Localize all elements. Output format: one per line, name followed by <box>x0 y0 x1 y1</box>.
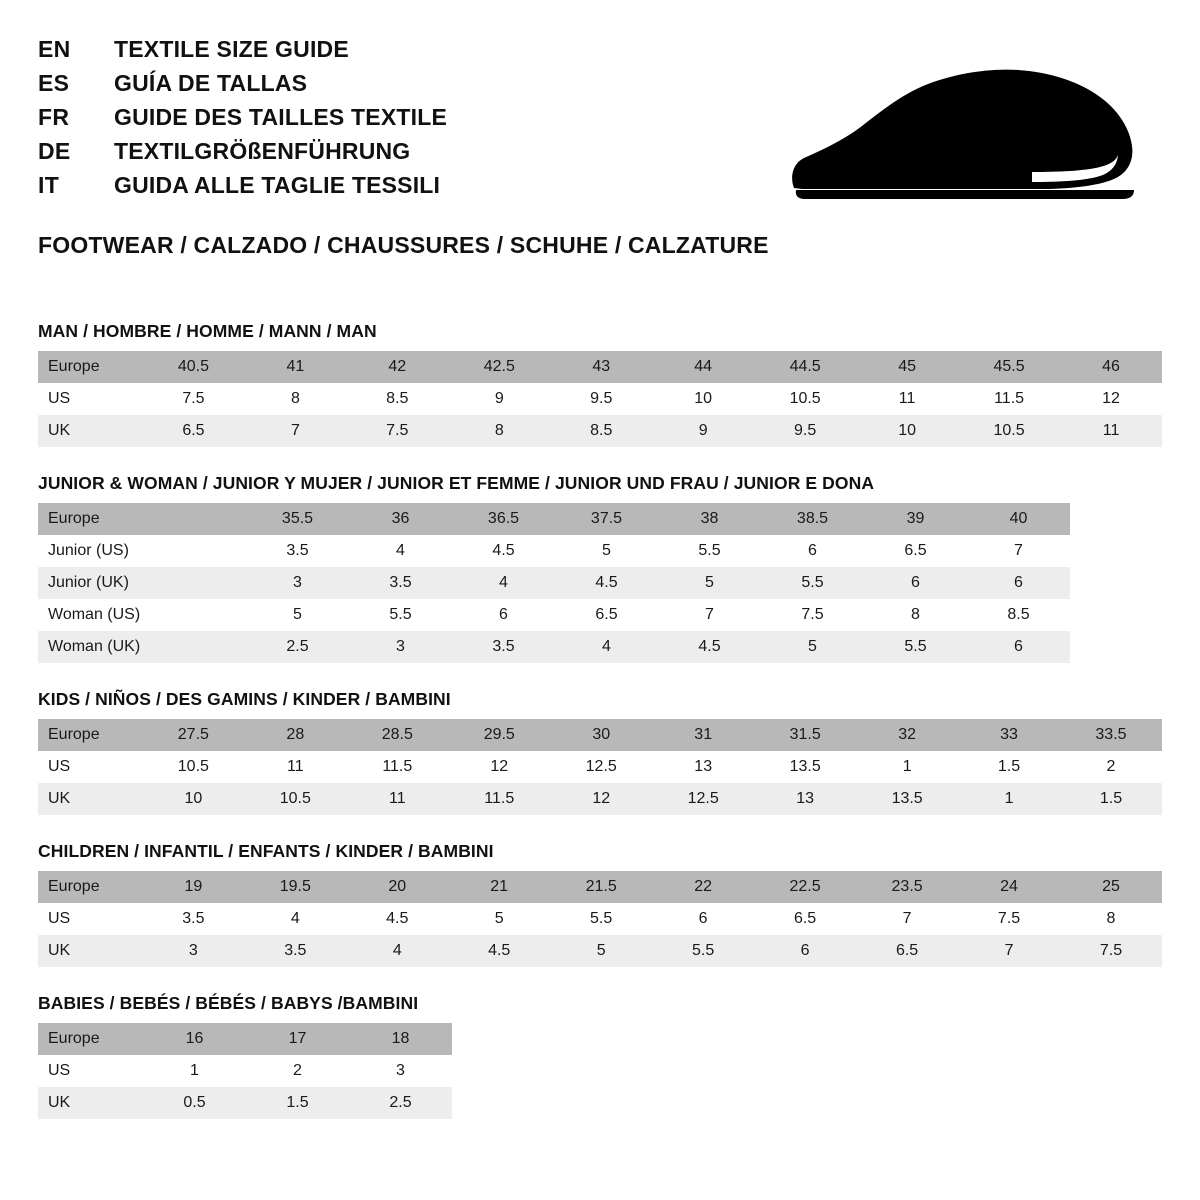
cell: 5.5 <box>761 567 864 599</box>
row-label: US <box>38 383 142 415</box>
language-row <box>38 36 447 70</box>
cell: 28.5 <box>346 719 448 751</box>
cell: 12 <box>550 783 652 815</box>
cell: 9.5 <box>550 383 652 415</box>
cell: 33.5 <box>1060 719 1162 751</box>
cell: 12 <box>1060 383 1162 415</box>
cell: 7 <box>244 415 346 447</box>
cell: 18 <box>349 1023 452 1055</box>
cell: 6 <box>967 567 1070 599</box>
cell: 30 <box>550 719 652 751</box>
cell: 13 <box>754 783 856 815</box>
table-row <box>38 631 1070 663</box>
cell: 4 <box>244 903 346 935</box>
cell: 29.5 <box>448 719 550 751</box>
table-row <box>38 383 1162 415</box>
language-title-list <box>38 36 447 206</box>
cell: 7.5 <box>346 415 448 447</box>
section-title: KIDS / NIÑOS / DES GAMINS / KINDER / BAMBINI <box>38 689 451 709</box>
cell: 46 <box>1060 351 1162 383</box>
cell: 45.5 <box>958 351 1060 383</box>
cell: 3.5 <box>142 903 244 935</box>
dress-shoe-icon <box>772 50 1152 210</box>
cell: 9 <box>652 415 754 447</box>
table-row <box>38 751 1162 783</box>
language-row <box>38 172 447 206</box>
cell: 1.5 <box>246 1087 349 1119</box>
cell: 4.5 <box>555 567 658 599</box>
cell: 13 <box>652 751 754 783</box>
cell: 8 <box>864 599 967 631</box>
cell: 8.5 <box>967 599 1070 631</box>
cell: 1 <box>143 1055 246 1087</box>
cell: 4.5 <box>346 903 448 935</box>
cell: 5 <box>658 567 761 599</box>
cell: 5.5 <box>652 935 754 967</box>
cell: 43 <box>550 351 652 383</box>
cell: 2.5 <box>349 1087 452 1119</box>
cell: 7 <box>856 903 958 935</box>
cell: 17 <box>246 1023 349 1055</box>
cell: 7 <box>958 935 1060 967</box>
cell: 7.5 <box>142 383 244 415</box>
cell: 33 <box>958 719 1060 751</box>
cell: 16 <box>143 1023 246 1055</box>
cell: 22 <box>652 871 754 903</box>
table-row <box>38 719 1162 751</box>
cell: 5.5 <box>349 599 452 631</box>
row-label: Europe <box>38 1023 143 1055</box>
cell: 7 <box>658 599 761 631</box>
cell: 42.5 <box>448 351 550 383</box>
cell: 10.5 <box>244 783 346 815</box>
cell: 6.5 <box>555 599 658 631</box>
section-title: CHILDREN / INFANTIL / ENFANTS / KINDER / BAMBINI <box>38 841 494 861</box>
language-row <box>38 138 447 172</box>
size-table-man <box>38 351 1162 447</box>
cell: 38 <box>658 503 761 535</box>
row-label: US <box>38 751 142 783</box>
cell: 19.5 <box>244 871 346 903</box>
cell: 8.5 <box>346 383 448 415</box>
table-row <box>38 1055 452 1087</box>
language-row <box>38 104 447 138</box>
cell: 6.5 <box>856 935 958 967</box>
table-row <box>38 783 1162 815</box>
size-table-children <box>38 871 1162 967</box>
cell: 21 <box>448 871 550 903</box>
row-label: Woman (US) <box>38 599 246 631</box>
size-tables <box>38 321 1162 1119</box>
section-kids <box>38 689 1162 815</box>
row-label: Junior (US) <box>38 535 246 567</box>
section-title: BABIES / BEBÉS / BÉBÉS / BABYS /BAMBINI <box>38 993 419 1013</box>
language-code: EN <box>38 36 71 62</box>
cell: 2 <box>246 1055 349 1087</box>
cell: 6.5 <box>142 415 244 447</box>
cell: 20 <box>346 871 448 903</box>
cell: 5 <box>761 631 864 663</box>
cell: 4 <box>346 935 448 967</box>
language-code: ES <box>38 70 70 96</box>
cell: 11 <box>856 383 958 415</box>
cell: 6.5 <box>754 903 856 935</box>
cell: 13.5 <box>754 751 856 783</box>
cell: 3.5 <box>246 535 349 567</box>
cell: 6 <box>967 631 1070 663</box>
cell: 4 <box>555 631 658 663</box>
cell: 11 <box>244 751 346 783</box>
cell: 1.5 <box>958 751 1060 783</box>
cell: 11 <box>346 783 448 815</box>
row-label: Europe <box>38 871 142 903</box>
cell: 0.5 <box>143 1087 246 1119</box>
language-title: GUIDE DES TAILLES TEXTILE <box>114 104 447 130</box>
row-label: Europe <box>38 503 246 535</box>
cell: 8 <box>1060 903 1162 935</box>
table-row <box>38 599 1070 631</box>
cell: 42 <box>346 351 448 383</box>
cell: 37.5 <box>555 503 658 535</box>
category-title: FOOTWEAR / CALZADO / CHAUSSURES / SCHUHE / CALZATURE <box>38 232 769 258</box>
cell: 3 <box>349 631 452 663</box>
cell: 8 <box>448 415 550 447</box>
cell: 31 <box>652 719 754 751</box>
cell: 10.5 <box>958 415 1060 447</box>
cell: 4.5 <box>448 935 550 967</box>
cell: 6 <box>652 903 754 935</box>
row-label: US <box>38 903 142 935</box>
cell: 12.5 <box>652 783 754 815</box>
cell: 11.5 <box>346 751 448 783</box>
cell: 28 <box>244 719 346 751</box>
cell: 44 <box>652 351 754 383</box>
row-label: UK <box>38 935 142 967</box>
row-label: Junior (UK) <box>38 567 246 599</box>
cell: 4.5 <box>658 631 761 663</box>
cell: 9 <box>448 383 550 415</box>
cell: 23.5 <box>856 871 958 903</box>
cell: 1.5 <box>1060 783 1162 815</box>
cell: 3.5 <box>349 567 452 599</box>
cell: 3 <box>246 567 349 599</box>
language-title: TEXTILGRÖßENFÜHRUNG <box>114 138 411 164</box>
cell: 32 <box>856 719 958 751</box>
cell: 8.5 <box>550 415 652 447</box>
cell: 12 <box>448 751 550 783</box>
row-label: UK <box>38 415 142 447</box>
cell: 5.5 <box>550 903 652 935</box>
cell: 6 <box>761 535 864 567</box>
table-row <box>38 1023 452 1055</box>
cell: 3 <box>349 1055 452 1087</box>
cell: 6 <box>452 599 555 631</box>
table-row <box>38 535 1070 567</box>
cell: 36 <box>349 503 452 535</box>
cell: 35.5 <box>246 503 349 535</box>
page-header <box>38 30 1162 210</box>
section-title: JUNIOR & WOMAN / JUNIOR Y MUJER / JUNIOR ET FEMME / JUNIOR UND FRAU / JUNIOR E DONA <box>38 473 875 493</box>
cell: 6 <box>864 567 967 599</box>
cell: 36.5 <box>452 503 555 535</box>
cell: 10.5 <box>754 383 856 415</box>
cell: 38.5 <box>761 503 864 535</box>
row-label: Europe <box>38 719 142 751</box>
cell: 21.5 <box>550 871 652 903</box>
row-label: Woman (UK) <box>38 631 246 663</box>
language-code: IT <box>38 172 60 198</box>
section-title: MAN / HOMBRE / HOMME / MANN / MAN <box>38 321 377 341</box>
cell: 9.5 <box>754 415 856 447</box>
cell: 40 <box>967 503 1070 535</box>
cell: 7.5 <box>761 599 864 631</box>
cell: 12.5 <box>550 751 652 783</box>
cell: 3.5 <box>452 631 555 663</box>
table-row <box>38 567 1070 599</box>
cell: 44.5 <box>754 351 856 383</box>
cell: 13.5 <box>856 783 958 815</box>
cell: 5 <box>448 903 550 935</box>
cell: 4 <box>349 535 452 567</box>
cell: 1 <box>958 783 1060 815</box>
cell: 5.5 <box>658 535 761 567</box>
cell: 6.5 <box>864 535 967 567</box>
cell: 11 <box>1060 415 1162 447</box>
language-row <box>38 70 447 104</box>
size-table-kids <box>38 719 1162 815</box>
language-title: GUÍA DE TALLAS <box>114 70 308 96</box>
cell: 45 <box>856 351 958 383</box>
cell: 27.5 <box>142 719 244 751</box>
table-row <box>38 351 1162 383</box>
cell: 5.5 <box>864 631 967 663</box>
table-row <box>38 415 1162 447</box>
cell: 39 <box>864 503 967 535</box>
cell: 8 <box>244 383 346 415</box>
cell: 2 <box>1060 751 1162 783</box>
cell: 10 <box>652 383 754 415</box>
size-table-babies <box>38 1023 452 1119</box>
section-children <box>38 841 1162 967</box>
cell: 25 <box>1060 871 1162 903</box>
table-row <box>38 503 1070 535</box>
section-junior-woman <box>38 473 1162 663</box>
cell: 3 <box>142 935 244 967</box>
cell: 10.5 <box>142 751 244 783</box>
cell: 7.5 <box>1060 935 1162 967</box>
cell: 5 <box>246 599 349 631</box>
cell: 5 <box>555 535 658 567</box>
cell: 4.5 <box>452 535 555 567</box>
cell: 3.5 <box>244 935 346 967</box>
cell: 41 <box>244 351 346 383</box>
cell: 4 <box>452 567 555 599</box>
language-code: DE <box>38 138 71 164</box>
table-row <box>38 1087 452 1119</box>
language-title: GUIDA ALLE TAGLIE TESSILI <box>114 172 441 198</box>
section-man <box>38 321 1162 447</box>
cell: 10 <box>142 783 244 815</box>
cell: 31.5 <box>754 719 856 751</box>
row-label: Europe <box>38 351 142 383</box>
size-table-junior-woman <box>38 503 1070 663</box>
table-row <box>38 935 1162 967</box>
cell: 24 <box>958 871 1060 903</box>
row-label: UK <box>38 783 142 815</box>
cell: 7.5 <box>958 903 1060 935</box>
table-row <box>38 871 1162 903</box>
language-title: TEXTILE SIZE GUIDE <box>114 36 349 62</box>
cell: 6 <box>754 935 856 967</box>
cell: 2.5 <box>246 631 349 663</box>
section-babies <box>38 993 1162 1119</box>
language-code: FR <box>38 104 70 130</box>
table-row <box>38 903 1162 935</box>
cell: 22.5 <box>754 871 856 903</box>
cell: 7 <box>967 535 1070 567</box>
cell: 40.5 <box>142 351 244 383</box>
cell: 11.5 <box>958 383 1060 415</box>
row-label: UK <box>38 1087 143 1119</box>
cell: 1 <box>856 751 958 783</box>
cell: 11.5 <box>448 783 550 815</box>
row-label: US <box>38 1055 143 1087</box>
cell: 10 <box>856 415 958 447</box>
cell: 5 <box>550 935 652 967</box>
cell: 19 <box>142 871 244 903</box>
